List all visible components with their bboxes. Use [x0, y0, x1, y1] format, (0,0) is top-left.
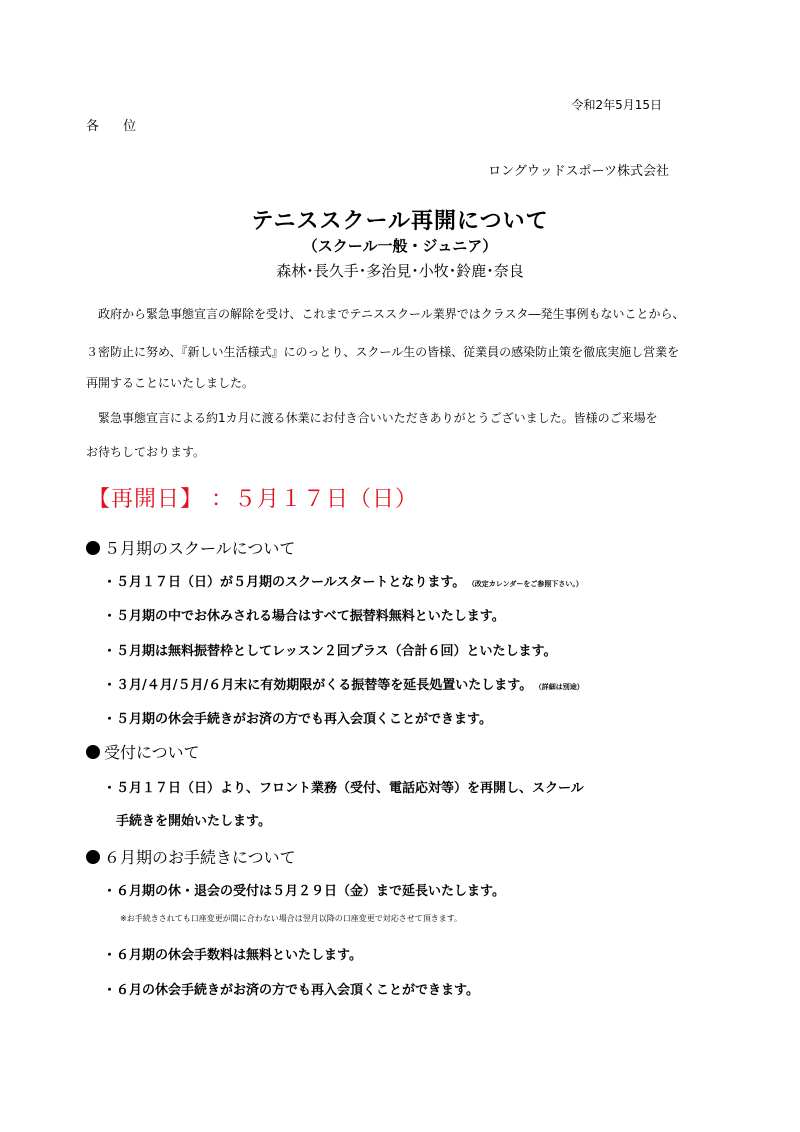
intro-line-5: お待ちしております。 — [86, 445, 206, 459]
list-item: ・６月期の休・退会の受付は５月２９日（金）まで延長いたします。 — [103, 884, 505, 899]
list-item: ・５月期の休会手続きがお済の方でも再入会頂くことができます。 — [103, 712, 492, 727]
bullet-dot-icon — [86, 745, 100, 759]
intro-line-4: 緊急事態宣言による約1カ月に渡る休業にお付き合いいただきありがとうございました。皆様のご来場を — [86, 411, 658, 425]
page-subtitle: （スクール一般・ジュニア） — [302, 237, 498, 255]
list-item: ・６月期の休会手数料は無料といたします。 — [103, 948, 362, 963]
section-heading-reception: 受付について — [86, 740, 200, 763]
intro-line-1: 政府から緊急事態宣言の解除を受け、これまでテニススクール業界ではクラスタ―発生事例もないことから、 — [86, 307, 685, 321]
location-list: 森林･長久手･多治見･小牧･鈴鹿･奈良 — [276, 262, 524, 280]
list-item: 手続きを開始いたします。 — [103, 814, 271, 829]
reopen-date: ：５月１７日（日） — [211, 487, 419, 512]
company-name: ロングウッドスポーツ株式会社 — [488, 164, 669, 179]
reopen-date-banner — [88, 482, 418, 513]
list-item: ・５月１７日（日）が５月期のスクールスタートとなります。 （改定カレンダーをご参照下さい。） — [103, 575, 583, 590]
bullet-dot-icon — [86, 850, 100, 864]
list-item: ・６月の休会手続きがお済の方でも再入会頂くことができます。 — [103, 983, 479, 998]
intro-line-3: 再開することにいたしました。 — [86, 376, 255, 390]
salutation: 各 位 — [86, 119, 147, 134]
item-note: （改定カレンダーをご参照下さい。） — [471, 580, 583, 588]
list-item: ・５月１７日（日）より、フロント業務（受付、電話応対等）を再開し、スクール — [103, 781, 584, 796]
intro-line-2: ３密防止に努め、『新しい生活様式』にのっとり、スクール生の皆様、従業員の感染防止策を徹底実施し営業を — [86, 345, 680, 359]
section-heading-may-school: ５月期のスクールについて — [86, 536, 295, 559]
account-change-note: ※お手続きされても口座変更が間に合わない場合は翌月以降の口座変更で対応させて頂きます。 — [120, 914, 463, 923]
reopen-label: 【再開日】 — [88, 487, 204, 512]
document-date: 令和2年5月15日 — [571, 98, 662, 112]
list-item: ・３月/４月/５月/６月末に有効期限がくる振替等を延長処置いたします。 （詳細は別途） — [103, 678, 584, 693]
page-title: テニススクール再開について — [251, 209, 549, 234]
section-heading-june-procedures: ６月期のお手続きについて — [86, 845, 296, 868]
list-item: ・５月期の中でお休みされる場合はすべて振替料無料といたします。 — [103, 609, 505, 624]
list-item: ・５月期は無料振替枠としてレッスン２回プラス（合計６回）といたします。 — [103, 644, 557, 659]
bullet-dot-icon — [86, 541, 100, 555]
item-note: （詳細は別途） — [538, 683, 584, 691]
